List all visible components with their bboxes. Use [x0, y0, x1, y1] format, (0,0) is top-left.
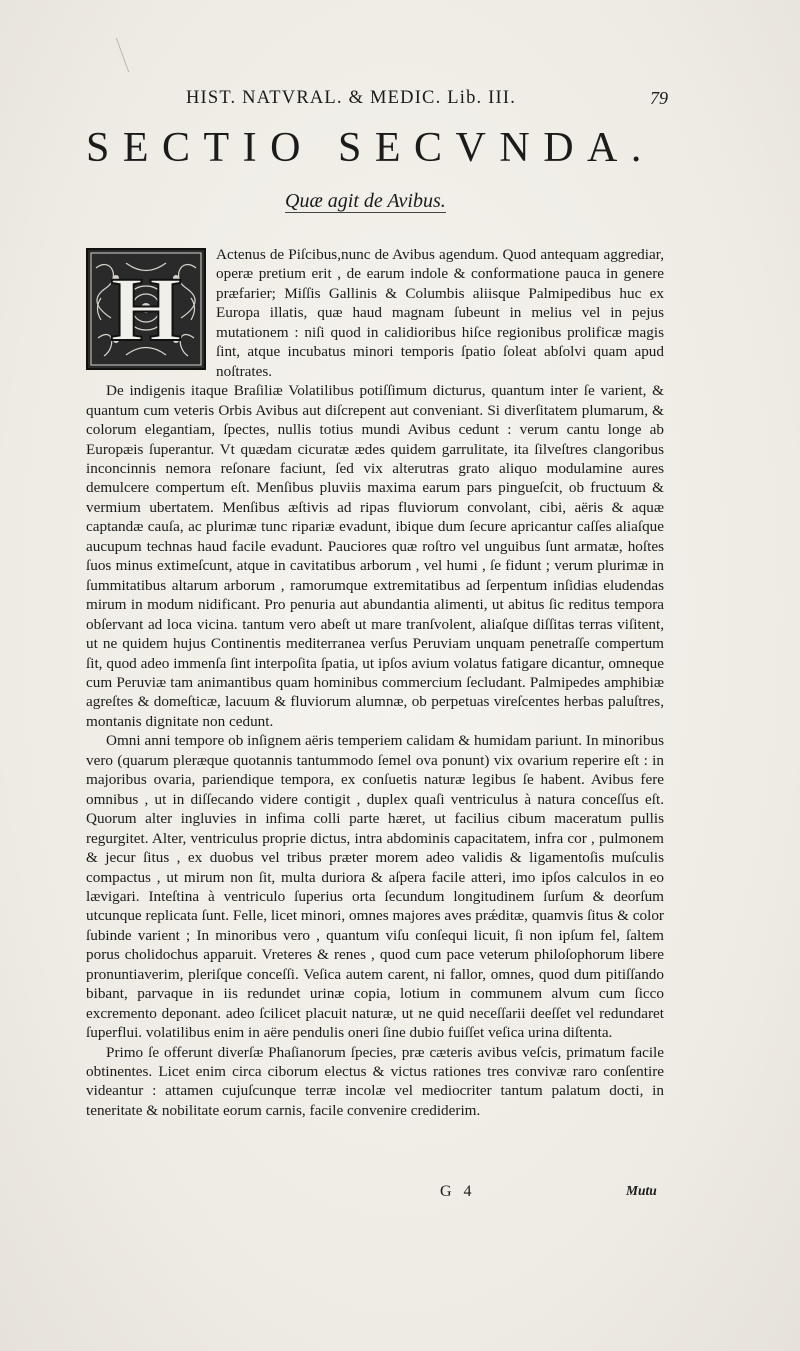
- paragraph-1: [86, 245, 664, 381]
- page-number: 79: [650, 88, 668, 108]
- running-head: HIST. NATVRAL. & MEDIC. Lib. III.: [186, 88, 517, 108]
- paragraph-4: Primo ſe offerunt diverſæ Phaſianorum ſpecies, præ cæteris avibus veſcis, primatum facile obtinentes. Licet enim circa ciborum electus & victus rationes tres convivæ raro conſentire videantur : attamen cujuſcunque terræ incolæ vel mediocriter tantum palatum docti, in teneritate & nobilitate eorum carnis, facile convenire crediderim.: [86, 1043, 664, 1119]
- section-subtitle: [285, 190, 446, 213]
- paragraph-2: De indigenis itaque Braſiliæ Volatilibus potiſſimum dicturus, quantum inter ſe varient, & quantum cum veteris Orbis Avibus aut diſcrepent aut conveniant. Si diverſitatem plumarum, & colorum elegantiam, ſpectes, nullis totius mundi Avibus cedunt : verum cantu longe ab Europæis ſuperantur. Vt quædam cicuratæ ædes quidem garrulitate, ita ſilveſtres clangoribus inconcinnis nemora reſonare faciunt, ſed vix alterutras grato aliquo modulamine aures demulcere compertum eſt. Menſibus pluviis maxima earum pars pingueſcit, ob fructuum & vermium ubertatem. Menſibus æſtivis ad ripas fluviorum convolant, cibi, aëris & aquæ captandæ cauſa, ac plurimæ tunc ripariæ evadunt, ibique dum ſecure apricantur caſſes aliaſque aucupum technas haud facile evadunt. Pauciores quæ roſtro vel unguibus ſunt armatæ, hoſtes ſuos minus extimeſcunt, atque in cavitatibus arborum , vel humi , ſe fidunt ; verum plurimæ in ſummitatibus altarum arborum , ramorumque extremitatibus ad ſerpentum inſidias eludendas mirum in modum nidificant. Pro penuria aut abundantia alimenti, ut abitus ſic reditus tempora obſervant ad loca vicina. tantum vero abeſt ut mare tranſvolent, aliaſque diſſitas terras viſitent, ut ne quidem hujus Continentis mediterranea verſus Peruviam unquam penetraſſe compertum ſit, quod adeo immenſa ſint interpoſita ſpatia, ut ipſos avium volatus fatigare dicantur, omneque cum Peruviæ tam animantibus quam hominibus commercium ſecludant. Palmipedes amphibiæ agreſtes & domeſticæ, lacuum & fluviorum alumnæ, ob perpetuas vireſcentes herbas paluſtres, montanis dignitate non cedunt.: [86, 382, 664, 730]
- ornamental-initial-graphic: [86, 248, 206, 370]
- catchword: Mutu: [626, 1183, 657, 1198]
- paragraph-3: Omni anni tempore ob inſignem aëris temperiem calidam & humidam pariunt. In minoribus vero (quarum pleræque quotannis tantummodo ſemel ova ponunt) vix ovarium reperire eſt : in majoribus ovaria, pariendique tempora, ex conſuetis naturæ legibus ſe habent. Avibus fere omnibus , ut in diſſecando videre contigit , duplex quaſi ventriculus à natura conceſſus eſt. Quorum alter ingluvies in infima colli parte hæret, ut facilius cibum maceratum pullis regurgitet. Alter, ventriculus proprie dictus, intra abdominis capacitatem, infra cor , pulmonem & jecur ſitus , ex duobus vel tribus præter morem adeo validis & ligamentoſis muſculis compactus , ut mirum non ſit, multa duriora & aſpera facile atteri, imo ipſos calculos in eo lævigari. Inteſtina à ventriculo ſuperius orta ſecundum longitudinem ſurſum & deorſum utcunque replicata ſunt. Felle, licet minori, omnes majores aves prǽditæ, quamvis ſitus & color ſubinde varient ; In minoribus vero , quantum viſu conſequi licuit, ſi non ipſum fel, ſaltem porus cholidochus apparuit. Vreteres & renes , quod cum pace veterum philoſophorum libere pronuntiaverim, pleriſque conceſſi. Veſica autem carent, ni fallor, omnes, quod dum pitiſſando bibant, parvaque in iis redundet urinæ copia, lotium in communem alvum cum ſicco excremento deponant. adeo ſcilicet placuit naturæ, ut ne quid neceſſarii deeſſet vel redundaret ſuperflui. volatilibus enim in aëre pendulis oneri ſine dubio fuiſſet veſica urina diſtenta.: [86, 732, 664, 1042]
- signature-mark: G 4: [440, 1183, 476, 1200]
- subtitle-text: Quæ agit de Avibus.: [285, 190, 446, 212]
- initial-letter: H: [110, 258, 182, 360]
- body-text: [86, 245, 664, 1120]
- page-edge-mark: [116, 38, 143, 72]
- section-title: SECTIO SECVNDA.: [86, 125, 655, 171]
- paragraph-1-text: Actenus de Piſcibus,nunc de Avibus agendum. Quod antequam aggrediar, operæ pretium erit , de earum indole & conformatione pauca in genere præfarier; Miſſis Gallinis & Columbis aliisque Palmipedibus huc ex Europa illatis, quæ haud magnam ſubeunt in melius vel in pejus mutationem : niſi quod in calidioribus hiſce regionibus prolificæ magis ſint, atque incubatus minori temporis ſpatio ſoleat abſolvi quam apud noſtrates.: [216, 246, 664, 380]
- ornamental-initial: [86, 248, 206, 370]
